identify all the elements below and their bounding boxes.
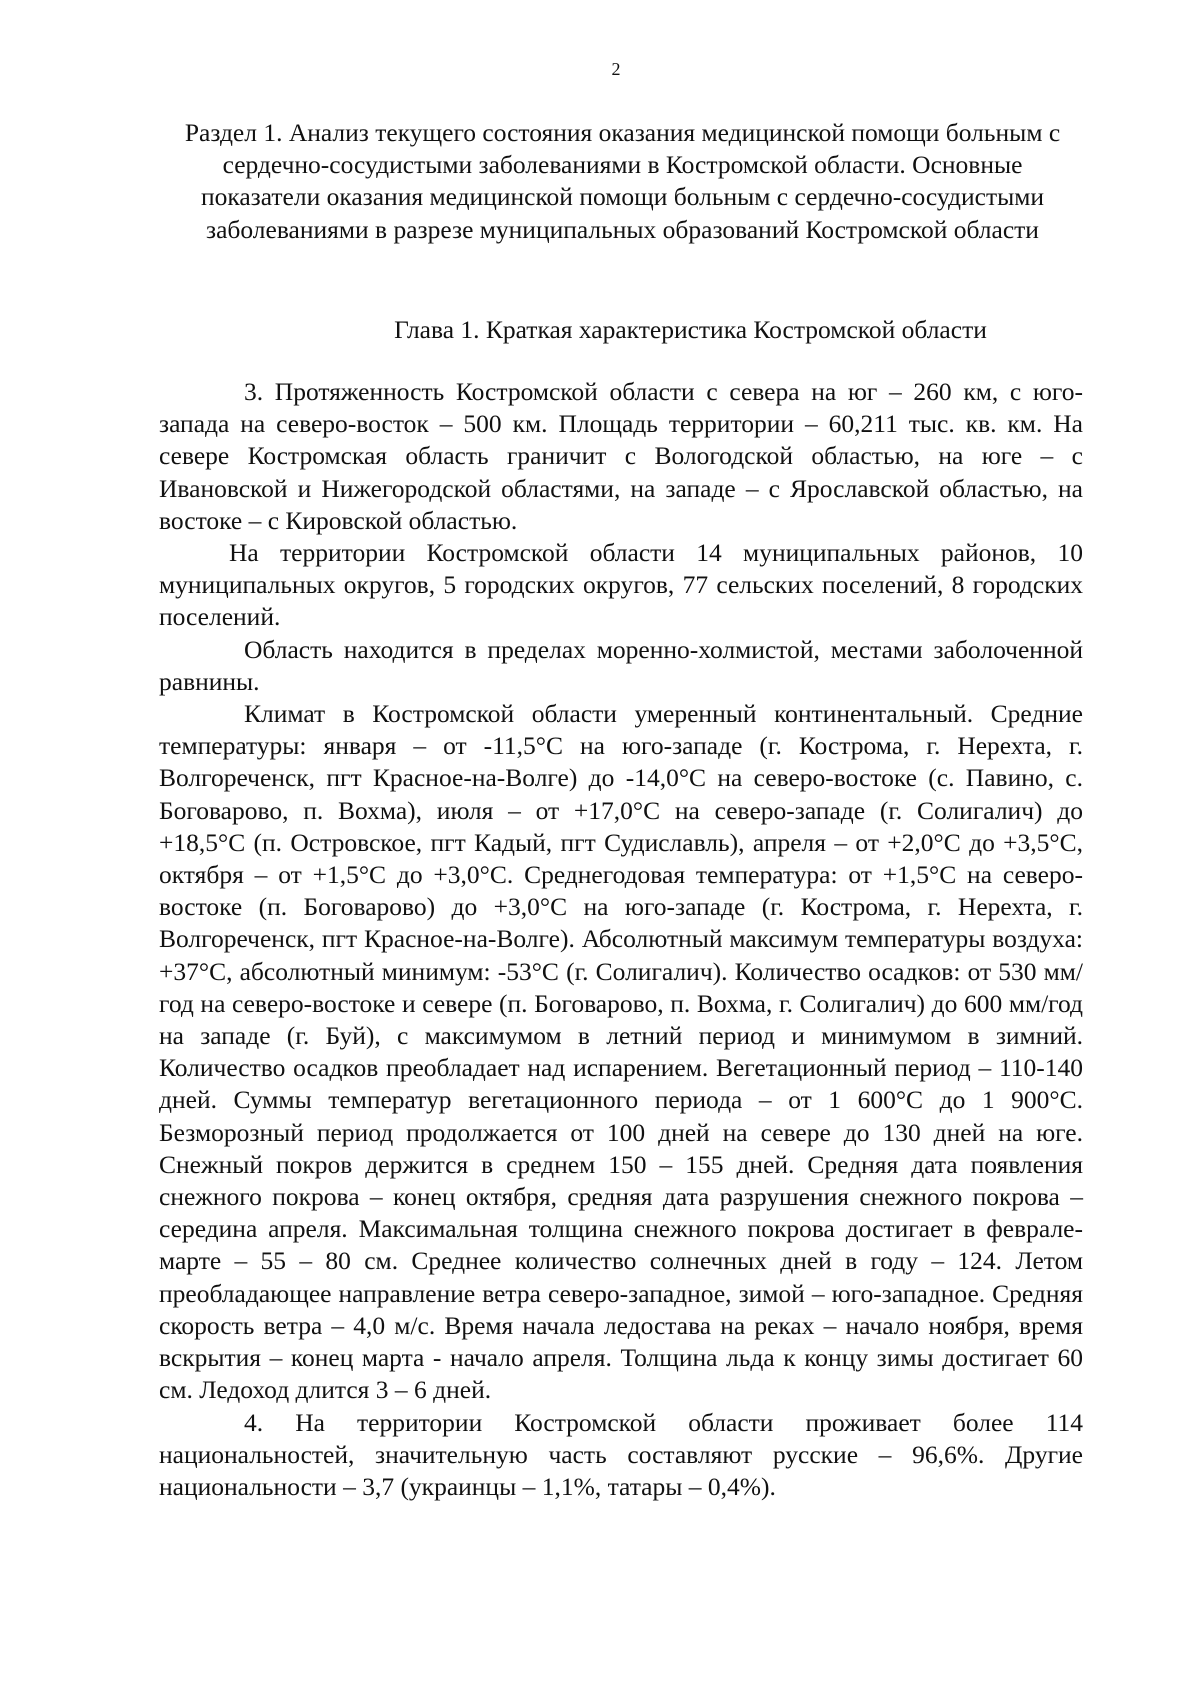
page-number: 2 xyxy=(611,59,621,79)
paragraph-climate: Климат в Костромской области умеренный континентальный. Средние температуры: января – от -11,5°C на юго-западе (г. Кострома, г. Нерехта, г. Волгореченск, пгт Красное-на-Волге) до -14,0°C на северо-востоке (с. Павино, с. Боговарово, п. Вохма), июля – от +17,0°C на северо-западе (г. Солигалич) до +18,5°C (п. Островское, пгт Кадый, пгт Судиславль), апреля – от +2,0°C до +3,5°C, октября – от +1,5°C до +3,0°C. Среднегодовая температура: от +1,5°C на северо-востоке (п. Боговарово) до +3,0°C на юго-западе (г. Кострома, г. Нерехта, г. Волгореченск, пгт Красное-на-Волге). Абсолютный максимум температуры воздуха: +37°C, абсолютный минимум: -53°C (г. Солигалич). Количество осадков: от 530 мм/год на северо-востоке и севере (п. Боговарово, п. Вохма, г. Солигалич) до 600 мм/год на западе (г. Буй), с максимумом в летний период и минимумом в зимний. Количество осадков преобладает над испарением. Вегетационный период – 110-140 дней. Суммы температур вегетационного периода – от 1 600°C до 1 900°C. Безморозный период продолжается от 100 дней на севере до 130 дней на юге. Снежный покров держится в среднем 150 – 155 дней. Средняя дата появления снежного покрова – конец октября, средняя дата разрушения снежного покрова – середина апреля. Максимальная толщина снежного покрова достигает в феврале-марте – 55 – 80 см. Среднее количество солнечных дней в году – 124. Летом преобладающее направление ветра северо-западное, зимой – юго-западное. Средняя скорость ветра – 4,0 м/с. Время начала ледостава на реках – начало ноября, время вскрытия – конец марта - начало апреля. Толщина льда к концу зимы достигает 60 см. Ледоход длится 3 – 6 дней. xyxy=(159,699,1083,1405)
body-text xyxy=(159,376,1083,1503)
paragraph-municipalities: На территории Костромской области 14 муниципальных районов, 10 муниципальных округов, 5 городских округов, 77 сельских поселений, 8 городских поселений. xyxy=(159,538,1083,632)
chapter-title: Глава 1. Краткая характеристика Костромской области xyxy=(394,315,987,344)
paragraph-relief: Область находится в пределах моренно-холмистой, местами заболоченной равнины. xyxy=(159,634,1083,696)
section-title: Раздел 1. Анализ текущего состояния оказания медицинской помощи больным с сердечно-сосудистыми заболеваниями в Костромской области. Основные показатели оказания медицинской помощи больным с сердечно-сосудистыми заболеваниями в разрезе муниципальных образований Костромской области xyxy=(184,118,1061,244)
paragraph-nationalities: 4. На территории Костромской области проживает более 114 национальностей, значительную часть составляют русские – 96,6%. Другие национальности – 3,7 (украинцы – 1,1%, татары – 0,4%). xyxy=(159,1407,1083,1501)
paragraph-area-borders: 3. Протяженность Костромской области с севера на юг – 260 км, с юго-запада на северо-восток – 500 км. Площадь территории – 60,211 тыс. кв. км. На севере Костромская область граничит с Вологодской областью, на юге – с Ивановской и Нижегородской областями, на западе – с Ярославской областью, на востоке – с Кировской областью. xyxy=(159,377,1083,535)
